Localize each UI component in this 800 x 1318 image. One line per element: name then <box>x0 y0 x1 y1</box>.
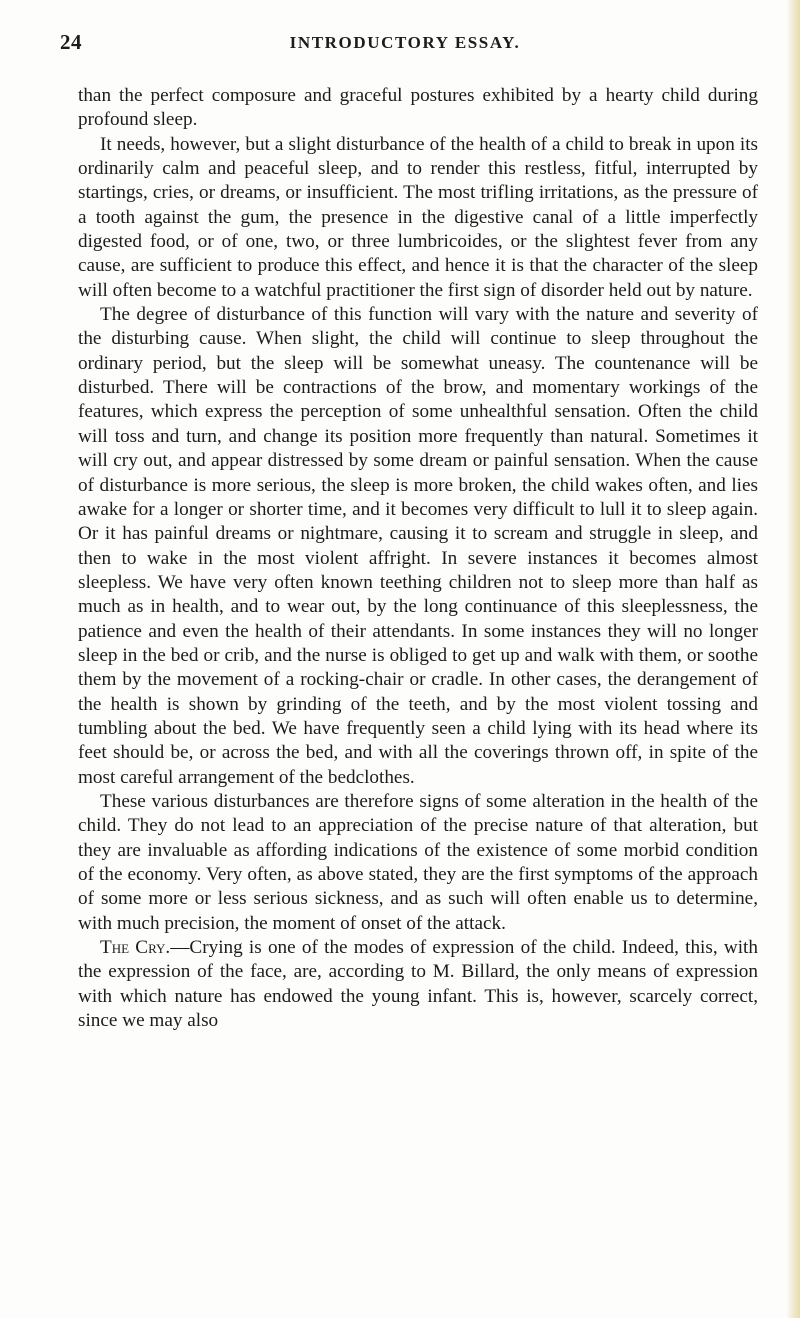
page-edge-shadow <box>786 0 800 1318</box>
paragraph: than the perfect composure and graceful postures exhibited by a hearty child during profound sleep. <box>78 85 758 131</box>
paragraph: These various disturbances are therefore signs of some alteration in the health of the child. They do not lead to an appreciation of the precise nature of that alteration, but they are invaluable as affording indications of the existence of some morbid condition of the economy. Very often, as above stated, they are the first symptoms of the approach of some more or less serious sickness, and as such will often enable us to determine, with much precision, the moment of onset of the attack. <box>78 790 758 934</box>
body-text <box>78 84 758 1033</box>
paragraph-the-cry <box>78 936 758 1033</box>
page-header <box>60 30 750 60</box>
paragraph: The degree of disturbance of this function will vary with the nature and severity of the disturbing cause. When slight, the child will continue to sleep throughout the ordinary period, but the sleep will be somewhat uneasy. The countenance will be disturbed. There will be contractions of the brow, and momentary workings of the features, which express the perception of some unhealthful sensation. Often the child will toss and turn, and change its position more frequently than natural. Sometimes it will cry out, and appear distressed by some dream or painful sensation. When the cause of disturbance is more serious, the sleep is more broken, the child wakes often, and lies awake for a longer or shorter time, and it becomes very difficult to lull it to sleep again. Or it has painful dreams or nightmare, causing it to scream and struggle in sleep, and then to wake in the most violent affright. In severe instances it becomes almost sleepless. We have very often known teething children not to sleep more than half as much as in health, and to wear out, by the long continuance of this sleeplessness, the patience and even the health of their attendants. In some instances they will no longer sleep in the bed or crib, and the nurse is obliged to get up and walk with them, or soothe them by the movement of a rocking-chair or cradle. In other cases, the derangement of the health is shown by grinding of the teeth, and by the most violent tossing and tumbling about the bed. We have frequently seen a child lying with its head where its feet should be, or across the bed, and with all the coverings thrown off, in spite of the most careful arrangement of the bedclothes. <box>78 304 758 788</box>
section-heading-the-cry: The Cry. <box>100 937 171 959</box>
running-head: INTRODUCTORY ESSAY. <box>289 33 521 52</box>
paragraph-text: —Crying is one of the modes of expression of the child. Indeed, this, with the expression of the face, are, according to M. Billard, the only means of expression with which nature has endowed the young infant. This is, however, scarcely correct, since we may also <box>78 937 758 1032</box>
page-number: 24 <box>60 30 82 54</box>
paragraph: It needs, however, but a slight disturbance of the health of a child to break in upon its ordinarily calm and peaceful sleep, and to render this restless, fitful, interrupted by startings, cries, or dreams, or insufficient. The most trifling irritations, as the pressure of a tooth against the gum, the presence in the digestive canal of a little imperfectly digested food, or of one, two, or three lumbricoides, or the slightest fever from any cause, are sufficient to produce this effect, and hence it is that the character of the sleep will often become to a watchful practitioner the first sign of disorder held out by nature. <box>78 133 758 301</box>
